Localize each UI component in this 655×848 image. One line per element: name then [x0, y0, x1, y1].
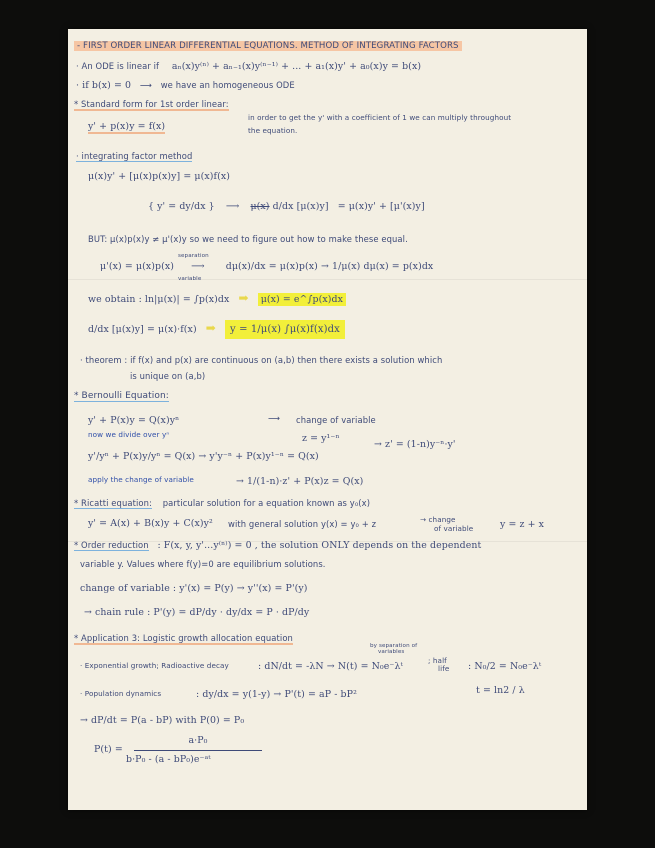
- standard-note: [248, 113, 511, 135]
- separation-note-top: separation: [178, 253, 209, 259]
- linear-eq: aₙ(x)y⁽ⁿ⁾ + aₙ₋₁(x)y⁽ⁿ⁻¹⁾ + ... + a₁(x)y' + a₀(x)y = b(x): [171, 61, 422, 72]
- riccati-change-eq: y = z + x: [500, 519, 545, 530]
- homog-lhs: · if b(x) = 0: [76, 80, 132, 91]
- bernoulli-line-4: → 1/(1-n)·z' + P(x)z = Q(x): [236, 476, 364, 487]
- bernoulli-change-z: z = y¹⁻ⁿ: [302, 433, 340, 444]
- order-line-3: change of variable : y'(x) = P(y) → y''(x) = P'(y): [80, 583, 308, 594]
- half-life-eq: : N₀/2 = N₀e⁻λᵗ: [468, 661, 542, 672]
- riccati-eq: y' = A(x) + B(x)y + C(x)y²: [88, 518, 213, 529]
- obtain-text: we obtain : ln|μ(x)| = ∫p(x)dx: [88, 294, 230, 305]
- sep-note-2: variables: [378, 649, 405, 656]
- standard-eq: [88, 121, 165, 132]
- standard-heading-text: * Standard form for 1st order linear:: [74, 99, 229, 109]
- order-line-4: → chain rule : P'(y) = dP/dy · dy/dx = P · dP/dy: [84, 607, 310, 618]
- riccati-change-b: of variable: [434, 524, 474, 533]
- population-label: · Population dynamics: [80, 689, 162, 698]
- homog-line: [76, 80, 295, 91]
- theorem-line-2: is unique on (a,b): [130, 371, 206, 381]
- if-line-2-strike: μ(x): [250, 201, 270, 212]
- bernoulli-eq: y' + P(x)y = Q(x)yⁿ: [88, 415, 180, 426]
- if-line-6: [88, 321, 345, 335]
- riccati-general: with general solution y(x) = y₀ + z: [228, 519, 377, 529]
- if-line-2: [148, 201, 425, 212]
- riccati-change: [420, 515, 473, 533]
- arrow-icon: ⟶: [268, 413, 281, 423]
- order-line-1: [74, 540, 481, 551]
- standard-note-2: the equation.: [248, 126, 298, 135]
- bernoulli-divide-note: now we divide over yⁿ: [88, 430, 170, 439]
- separation-note-bottom: variable: [178, 276, 202, 282]
- linear-intro: · An ODE is linear if: [76, 61, 160, 71]
- order-heading: * Order reduction: [74, 540, 149, 550]
- bernoulli-change-label: change of variable: [296, 415, 376, 425]
- arrow-icon: ⟶: [139, 80, 152, 90]
- arrow-right-icon: ➡: [205, 321, 216, 335]
- homog-rhs: we have an homogeneous ODE: [160, 80, 295, 90]
- logistic-solution-den: b·P₀ - (a - bP₀)e⁻ᵃᵗ: [126, 754, 211, 765]
- application-heading-text: * Application 3: Logistic growth allocation equation: [74, 633, 293, 643]
- title-text: - FIRST ORDER LINEAR DIFFERENTIAL EQUATIONS. METHOD OF INTEGRATING FACTORS: [74, 41, 462, 51]
- half-a: ; half: [428, 656, 447, 665]
- half-life-label: [428, 657, 449, 673]
- notes-page: [68, 29, 587, 810]
- logistic-solution-num: a·P₀: [188, 735, 208, 746]
- if-line-4: [100, 261, 433, 272]
- riccati-heading: * Ricatti equation:: [74, 498, 152, 508]
- fraction-bar: [134, 750, 262, 751]
- logistic-solution-lhs: P(t) =: [94, 744, 123, 755]
- linear-def: [76, 61, 421, 72]
- long-arrow-icon: ⟶: [225, 201, 240, 212]
- standard-eq-text: y' + p(x)y = f(x): [88, 121, 166, 132]
- if-line-2c: = μ(x)y' + [μ'(x)y]: [337, 201, 425, 212]
- order-l1: : F(x, y, y'...y⁽ⁿ⁾) = 0 , the solution ONLY depends on the dependent: [157, 540, 482, 551]
- if-line-4a: μ'(x) = μ(x)p(x): [100, 261, 174, 272]
- paper-fold: [68, 279, 587, 280]
- if-line-2b: d/dx [μ(x)y]: [272, 201, 329, 212]
- separation-variables-note: [370, 643, 417, 655]
- standard-heading: [74, 99, 229, 109]
- application-heading: [74, 633, 293, 643]
- riccati-line: [74, 498, 370, 508]
- riccati-desc: particular solution for a equation known as y₀(x): [162, 498, 371, 508]
- population-eq: : dy/dx = y(1-y) → P'(t) = aP - bP²: [196, 689, 357, 700]
- sep-note-1: by separation of: [370, 643, 418, 649]
- exp-growth-label: · Exponential growth; Radioactive decay: [80, 661, 229, 670]
- bernoulli-change-zprime: → z' = (1-n)y⁻ⁿ·y': [374, 439, 456, 450]
- arrow-right-icon: ➡: [238, 291, 249, 305]
- if-line-1: μ(x)y' + [μ(x)p(x)y] = μ(x)f(x): [88, 171, 230, 182]
- bernoulli-line-3: y'/yⁿ + P(x)y/yⁿ = Q(x) → y'y⁻ⁿ + P(x)y¹⁻ⁿ = Q(x): [88, 451, 319, 462]
- bernoulli-heading: [74, 391, 169, 401]
- theorem-line-1: · theorem : if f(x) and p(x) are continuous on (a,b) then there exists a solution which: [80, 355, 443, 365]
- if-line-4b: dμ(x)/dx = μ(x)p(x) → 1/μ(x) dμ(x) = p(x)dx: [225, 261, 434, 272]
- integrating-heading-text: · integrating factor method: [76, 151, 193, 161]
- if-line-6a: d/dx [μ(x)y] = μ(x)·f(x): [88, 324, 197, 335]
- integrating-heading: [76, 151, 192, 161]
- bernoulli-heading-text: * Bernoulli Equation:: [74, 391, 169, 401]
- order-line-2: variable y. Values where f(y)=0 are equilibrium solutions.: [80, 559, 326, 569]
- logistic-dp-line: → dP/dt = P(a - bP) with P(0) = P₀: [80, 715, 245, 726]
- page-title: [74, 41, 462, 51]
- half-life-time: t = ln2 / λ: [476, 685, 525, 696]
- if-line-2a: { y' = dy/dx }: [148, 201, 215, 212]
- y-formula-highlight: y = 1/μ(x) ∫μ(x)f(x)dx: [225, 320, 345, 339]
- arrow-icon: ⟶: [191, 261, 205, 272]
- bernoulli-apply-note: apply the change of variable: [88, 475, 194, 484]
- mu-formula-highlight: μ(x) = e^∫p(x)dx: [258, 293, 346, 306]
- half-b: life: [438, 663, 450, 673]
- riccati-change-a: → change: [420, 515, 456, 524]
- standard-note-1: in order to get the y' with a coefficient of 1 we can multiply throughout: [248, 113, 512, 122]
- exp-growth-eq: : dN/dt = -λN → N(t) = N₀e⁻λᵗ: [258, 661, 403, 672]
- but-line: BUT: μ(x)p(x)y ≠ μ'(x)y so we need to figure out how to make these equal.: [88, 234, 408, 244]
- obtain-line: [88, 291, 346, 305]
